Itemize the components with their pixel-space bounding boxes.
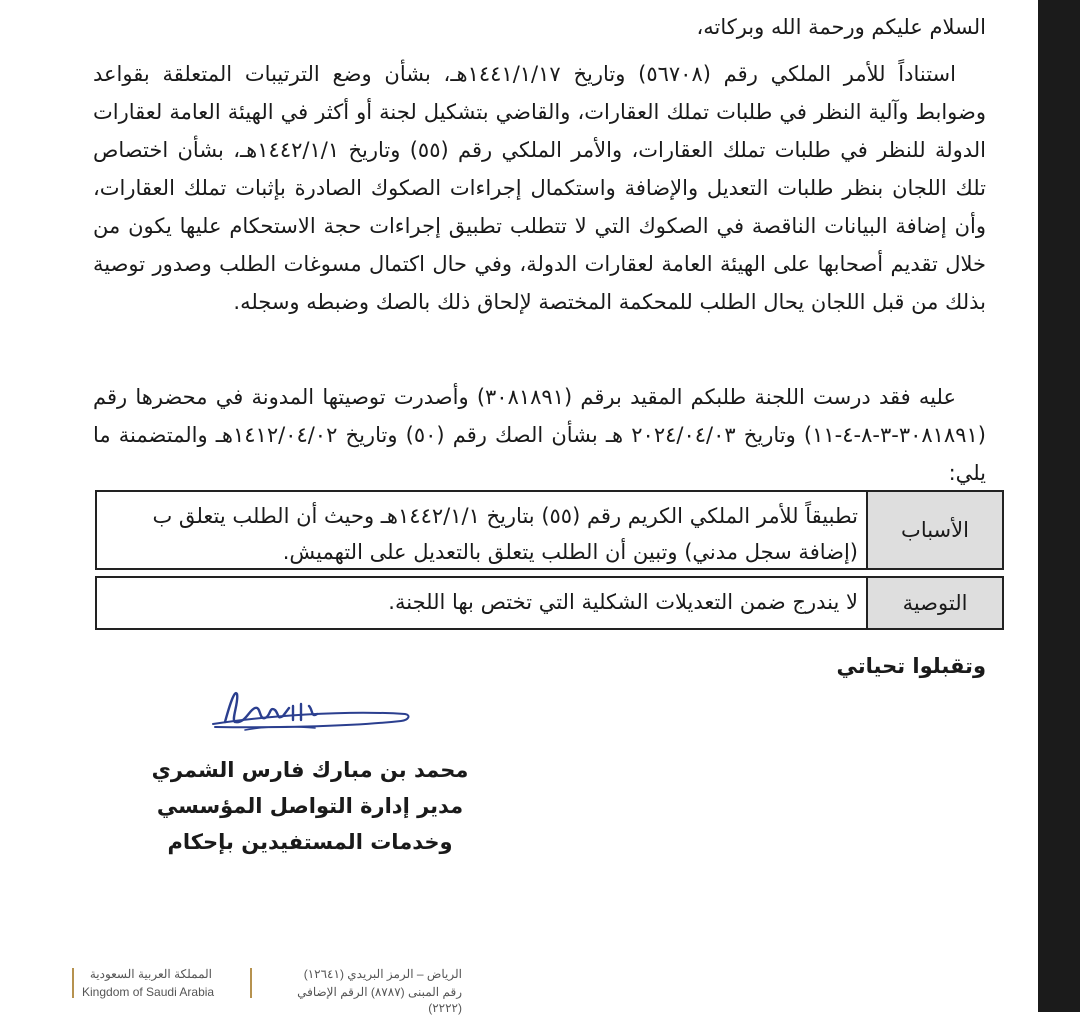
recommendation-label: التوصية	[866, 578, 1002, 628]
signer-title: مدير إدارة التواصل المؤسسي وخدمات المستفيدين بإحكام	[156, 794, 464, 854]
footer-kingdom-en: Kingdom of Saudi Arabia	[82, 985, 215, 999]
recommendation-row	[95, 576, 1004, 630]
footer-divider	[250, 968, 252, 998]
closing-line: وتقبلوا تحياتي	[836, 654, 986, 678]
paragraph-committee-decision: عليه فقد درست اللجنة طلبكم المقيد برقم (٣٠٨١٨٩١) وأصدرت توصيتها المدونة في محضرها رقم (٣٠٨١٨٩١-٣-٨-٤-١١) وتاريخ ٢٠٢٤/٠٤/٠٣ هـ بشأن الصك رقم (٥٠) وتاريخ ١٤١٢/٠٤/٠٢هـ والمتضمنة ما يلي:	[93, 385, 986, 485]
footer-address-line-2: رقم المبنى (٨٧٨٧) الرقم الإضافي (٢٢٢٢)	[297, 985, 462, 1015]
footer-address-line-1: الرياض – الرمز البريدي (١٢٦٤١)	[303, 967, 462, 981]
footer-kingdom-ar: المملكة العربية السعودية	[89, 967, 212, 981]
reasons-text: تطبيقاً للأمر الملكي الكريم رقم (٥٥) بتاريخ ١٤٤٢/١/١هـ وحيث أن الطلب يتعلق ب (إضافة سجل مدني) وتبين أن الطلب يتعلق بالتعديل على التهميش.	[152, 504, 858, 564]
paragraph-legal-basis: استناداً للأمر الملكي رقم (٥٦٧٠٨) وتاريخ ١٤٤١/١/١٧هـ، بشأن وضع الترتيبات المتعلقة بقواعد وضوابط وآلية النظر في طلبات تملك العقارات، والقاضي بتشكيل لجنة أو أكثر في الهيئة العامة لعقارات الدولة للنظر في طلبات تملك العقارات، والأمر الملكي رقم (٥٥) وتاريخ ١٤٤٢/١/١هـ، بشأن اختصاص تلك اللجان بنظر طلبات التعديل والإضافة واستكمال إجراءات الصكوك الصادرة بإثبات تملك العقارات، وأن إضافة البيانات الناقصة في الصكوك التي لا تتطلب تطبيق إجراءات حجة الاستحكام عليها يكون من خلال تقديم أصحابها على الهيئة العامة لعقارات الدولة، وفي حال اكتمال مسوغات الطلب وصدور توصية بذلك من قبل اللجان يحال الطلب للمحكمة المختصة لإلحاق ذلك بالصك وضبطه وسجله.	[93, 62, 987, 314]
handwritten-signature	[205, 680, 415, 740]
screen-edge	[1038, 0, 1080, 1012]
footer-divider	[72, 968, 74, 998]
reasons-row	[95, 490, 1004, 570]
greeting: السلام عليكم ورحمة الله وبركاته،	[696, 15, 986, 39]
letter-footer	[0, 966, 1038, 1015]
recommendation-text: لا يندرج ضمن التعديلات الشكلية التي تختص بها اللجنة.	[388, 590, 858, 614]
reasons-label: الأسباب	[866, 492, 1002, 568]
signer-name: محمد بن مبارك فارس الشمري	[151, 758, 469, 782]
